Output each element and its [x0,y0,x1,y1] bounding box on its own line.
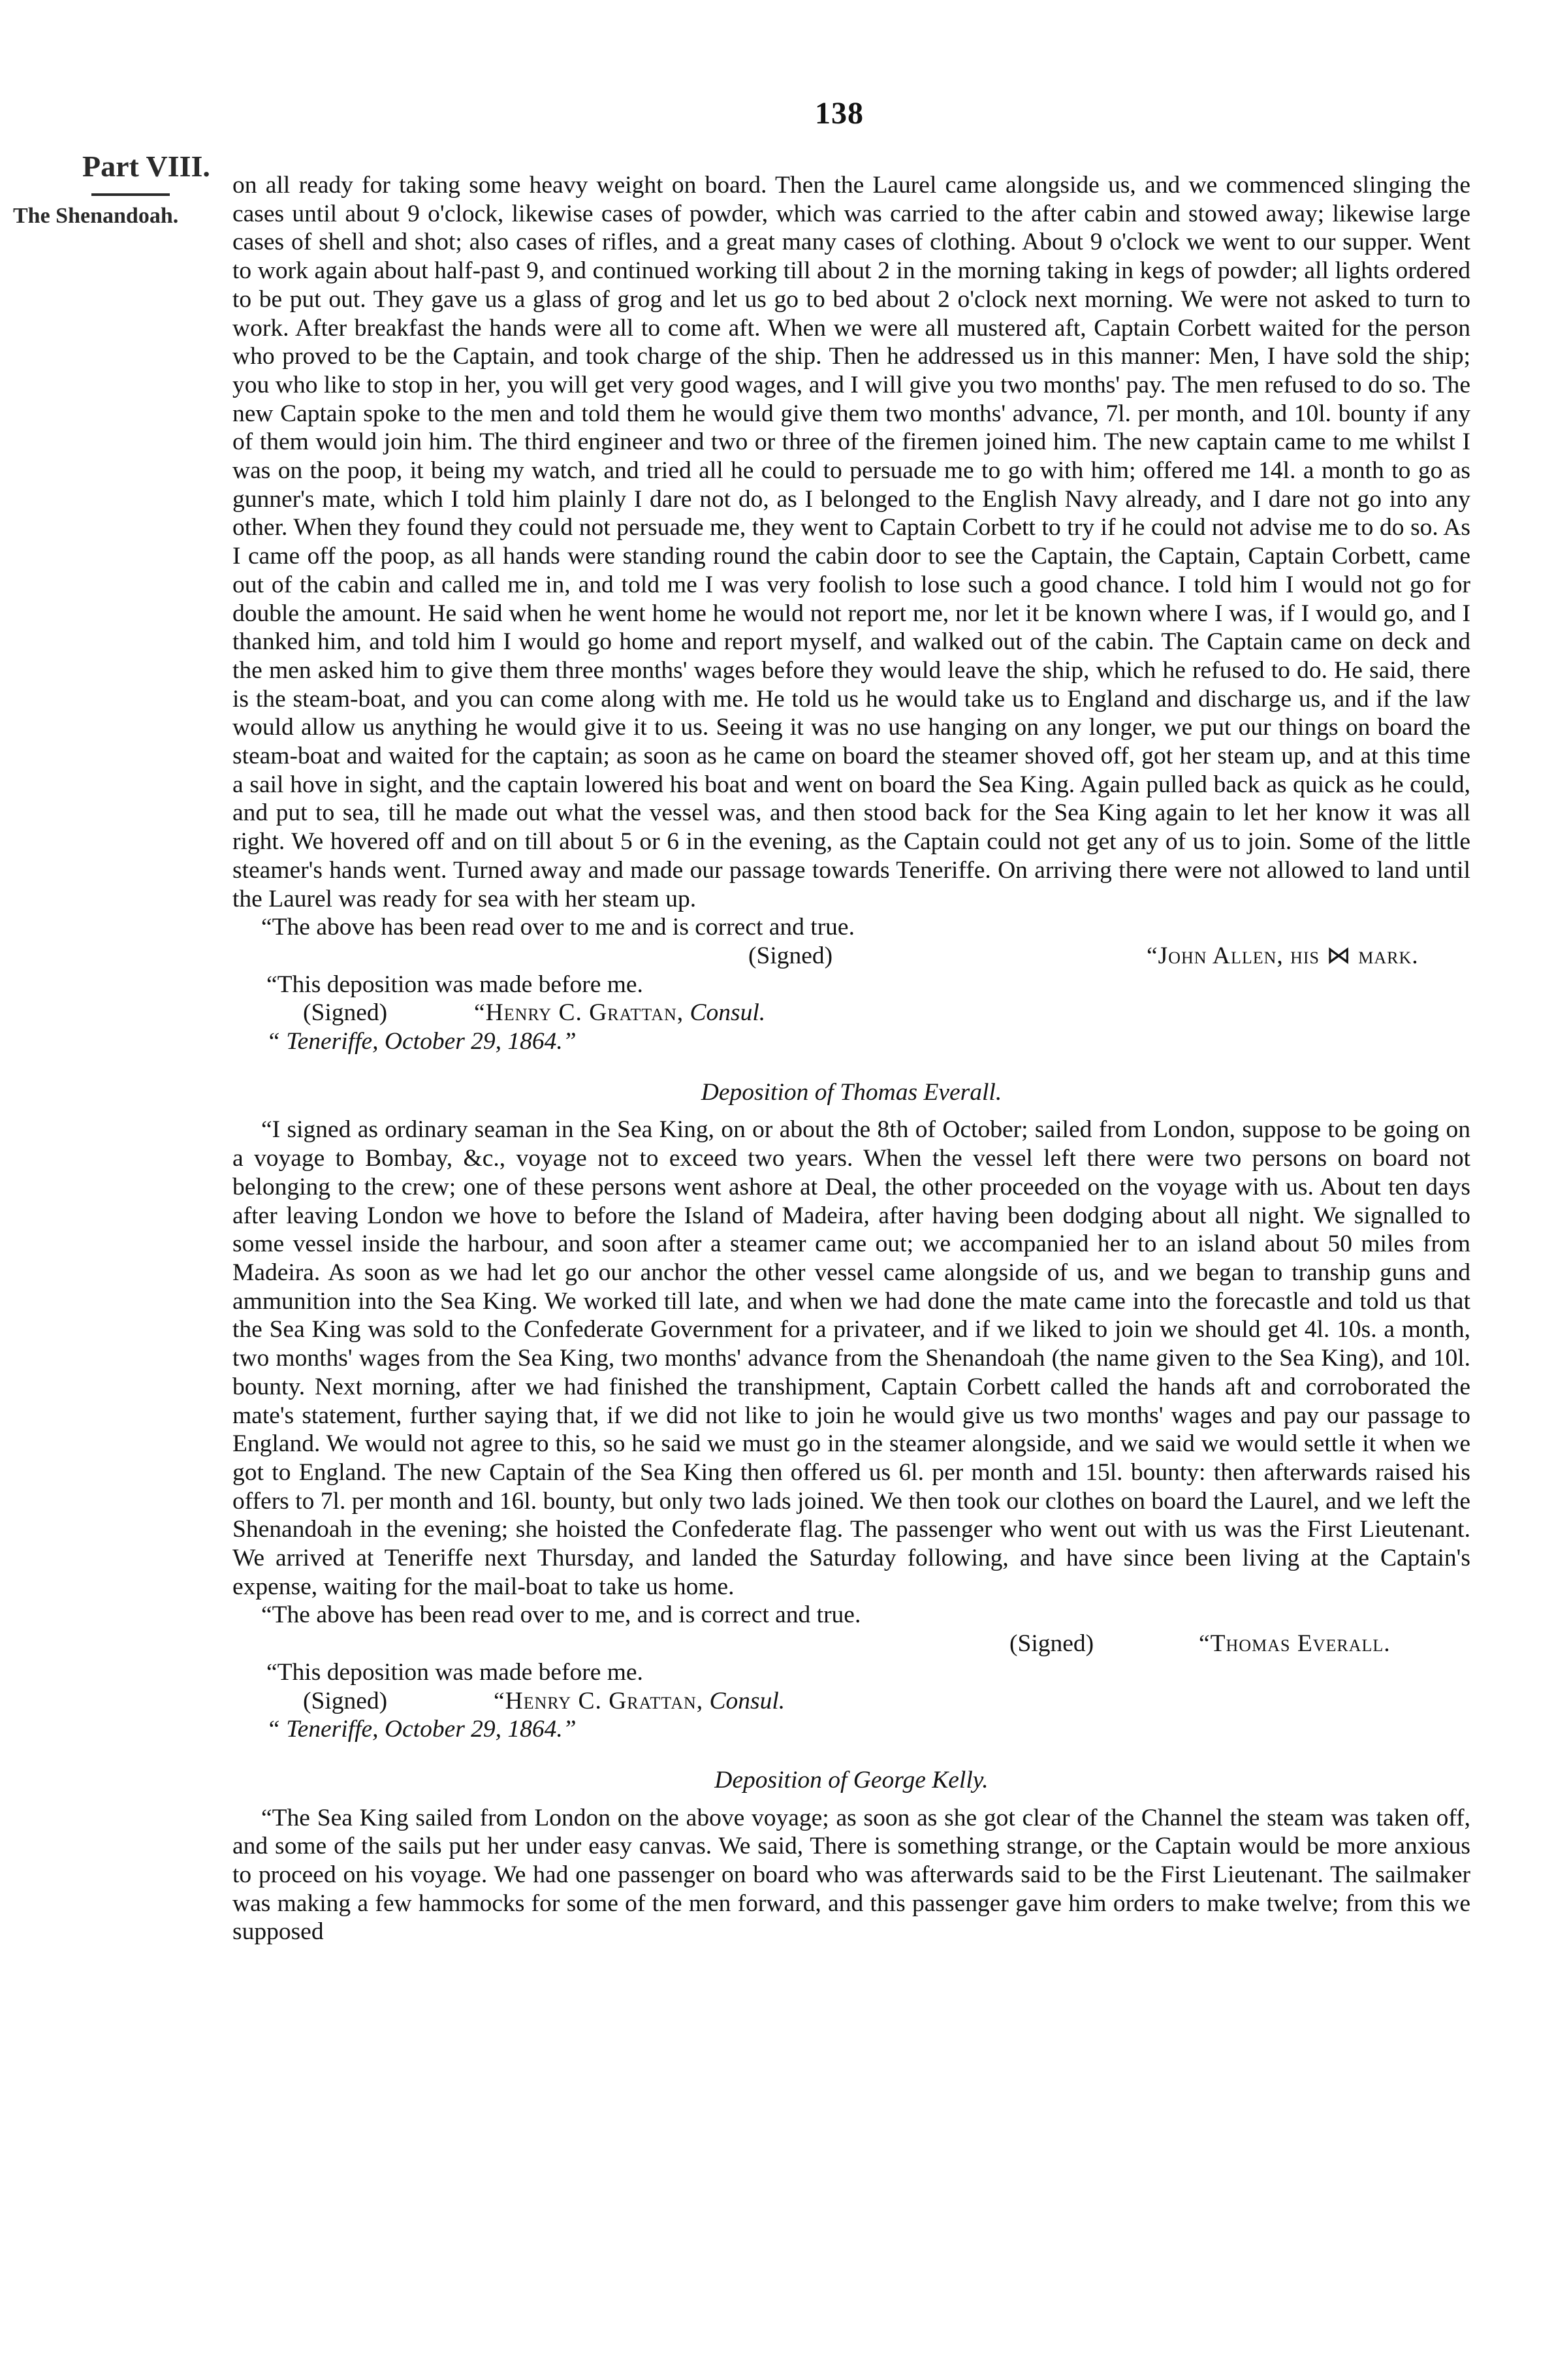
everall-signed-label: (Signed) [1009,1630,1094,1658]
everall-deposition-text: “I signed as ordinary seaman in the Sea King, on or about the 8th of October; sailed from London, suppose to be going on a voyage to Bombay, &c., voyage not to exceed two years. When the vessel left there were two persons on board not belonging to the crew; one of these persons went ashore at Deal, the other proceeded on the voyage with us. About ten days after leaving London we hove to before the Island of Madeira, after having been dodging about all night. We signalled to some vessel inside the harbour, and soon after a steamer came out; we accompanied her to an island about 50 miles from Madeira. As soon as we had let go our anchor the other vessel came alongside of us, and we began to tranship guns and ammunition into the Sea King. We worked till late, and when we had done the mate came into the forecastle and told us that the Sea King was sold to the Confederate Government for a privateer, and if we liked to join we should get 4l. 10s. a month, two months' wages from the Sea King, two months' advance from the Shenandoah (the name given to the Sea King), and 10l. bounty. Next morning, after we had finished the transhipment, Captain Corbett called the hands aft and corroborated the mate's statement, further saying that, if we did not like to join he would give us two months' wages and pay our passage to England. We would not agree to this, so he said we must go in the steamer alongside, and we said we would settle it when we got to England. The new Captain of the Sea King then offered us 6l. per month and 15l. bounty: then afterwards raised his offers to 7l. per month and 16l. bounty, but only two lads joined. We then took our clothes on board the Laurel, and we left the Shenandoah in the evening; she hoisted the Confederate flag. The passenger who went out with us was the First Lieutenant. We arrived at Teneriffe next Thursday, and landed the Saturday following, and have since been living at the Captain's expense, waiting for the mail-boat to take us home. [232,1116,1470,1600]
allen-place-date: “ Teneriffe, October 29, 1864.” [266,1028,577,1055]
allen-consul-name: “Henry C. Grattan, [474,999,684,1027]
everall-deposition-title: Deposition of Thomas Everall. [701,1078,1002,1106]
document-body [232,171,1470,1946]
allen-signed-label: (Signed) [748,942,833,969]
page-number: 138 [815,96,864,131]
everall-consul-name: “Henry C. Grattan, [494,1687,704,1714]
allen-consul-signed: (Signed) [303,999,388,1027]
everall-signature-line [232,1630,1470,1658]
allen-signature-line [232,942,1470,971]
everall-read-over: “The above has been read over to me, and is correct and true. [261,1601,861,1629]
everall-consul-title: Consul. [709,1687,785,1714]
kelly-deposition-text: “The Sea King sailed from London on the above voyage; as soon as she got clear of the Channel the steam was taken off, and some of the sails put her under easy canvas. We said, There is something strange, or the Captain would be more anxious to proceed on his voyage. We had one passenger on board who was afterwards said to be the First Lieutenant. The sailmaker was making a few hammocks for some of the men forward, and this passenger gave him orders to make twelve; from this we supposed [232,1804,1470,1946]
margin-part-label: Part VIII. [82,150,210,183]
everall-place-date: “ Teneriffe, October 29, 1864.” [266,1716,577,1743]
everall-consul-line [232,1687,1470,1716]
everall-consul-signed: (Signed) [303,1687,388,1714]
allen-consul-line [232,999,1470,1027]
allen-read-over: “The above has been read over to me and is correct and true. [261,914,855,941]
everall-made-before: “This deposition was made before me. [266,1658,643,1686]
allen-made-before: “This deposition was made before me. [266,971,643,998]
allen-deposition-text: on all ready for taking some heavy weight on board. Then the Laurel came alongside us, and we commenced slinging the cases until about 9 o'clock, likewise cases of powder, which was carried to the after cabin and stowed away; likewise large cases of shell and shot; also cases of rifles, and a great many cases of clothing. About 9 o'clock we went to our supper. Went to work again about half-past 9, and continued working till about 2 in the morning taking in kegs of powder; all lights ordered to be put out. They gave us a glass of grog and let us go to bed about 2 o'clock next morning. We were not asked to turn to work. After breakfast the hands were all to come aft. When we were all mustered aft, Captain Corbett waited for the person who proved to be the Captain, and took charge of the ship. Then he addressed us in this manner: Men, I have sold the ship; you who like to stop in her, you will get very good wages, and I will give you two months' pay. The men refused to do so. The new Captain spoke to the men and told them he would give them two months' advance, 7l. per month, and 10l. bounty if any of them would join him. The third engineer and two or three of the firemen joined him. The new captain came to me whilst I was on the poop, it being my watch, and tried all he could to persuade me to go with him; offered me 14l. a month to go as gunner's mate, which I told him plainly I dare not do, as I belonged to the English Navy already, and I dare not go into any other. When they found they could not persuade me, they went to Captain Corbett to try if he could not advise me to do so. As I came off the poop, as all hands were standing round the cabin door to see the Captain, the Captain, Captain Corbett, came out of the cabin and called me in, and told me I was very foolish to lose such a good chance. I told him I would not go for double the amount. He said when he went home he would not report me, nor let it be known where I was, if I would go, and I thanked him, and told him I would go home and report myself, and walked out of the cabin. The Captain came on deck and the men asked him to give them three months' wages before they would leave the ship, which he refused to do. He said, there is the steam-boat, and you can come along with me. He told us he would take us to England and discharge us, and if the law would allow us anything he would give it to us. Seeing it was no use hanging on any longer, we put our things on board the steam-boat and waited for the captain; as soon as he came on board the steamer shoved off, got her steam up, and at this time a sail hove in sight, and the captain lowered his boat and went on board the Sea King. Again pulled back as quick as he could, and put to sea, till he made out what the vessel was, and then stood back for the Sea King again to let her know it was all right. We hovered off and on till about 5 or 6 in the evening, as the Captain could not get any of us to join. Some of the little steamer's hands went. Turned away and made our passage towards Teneriffe. On arriving there were not allowed to land until the Laurel was ready for sea with her steam up. [232,172,1470,912]
kelly-deposition-title: Deposition of George Kelly. [714,1766,989,1793]
allen-consul-title: Consul. [690,999,766,1027]
margin-divider [91,193,170,196]
everall-signer: “Thomas Everall. [1199,1630,1391,1658]
margin-ship-label: The Shenandoah. [13,204,179,228]
allen-signer: “John Allen, his ⋈ mark. [1147,942,1419,969]
